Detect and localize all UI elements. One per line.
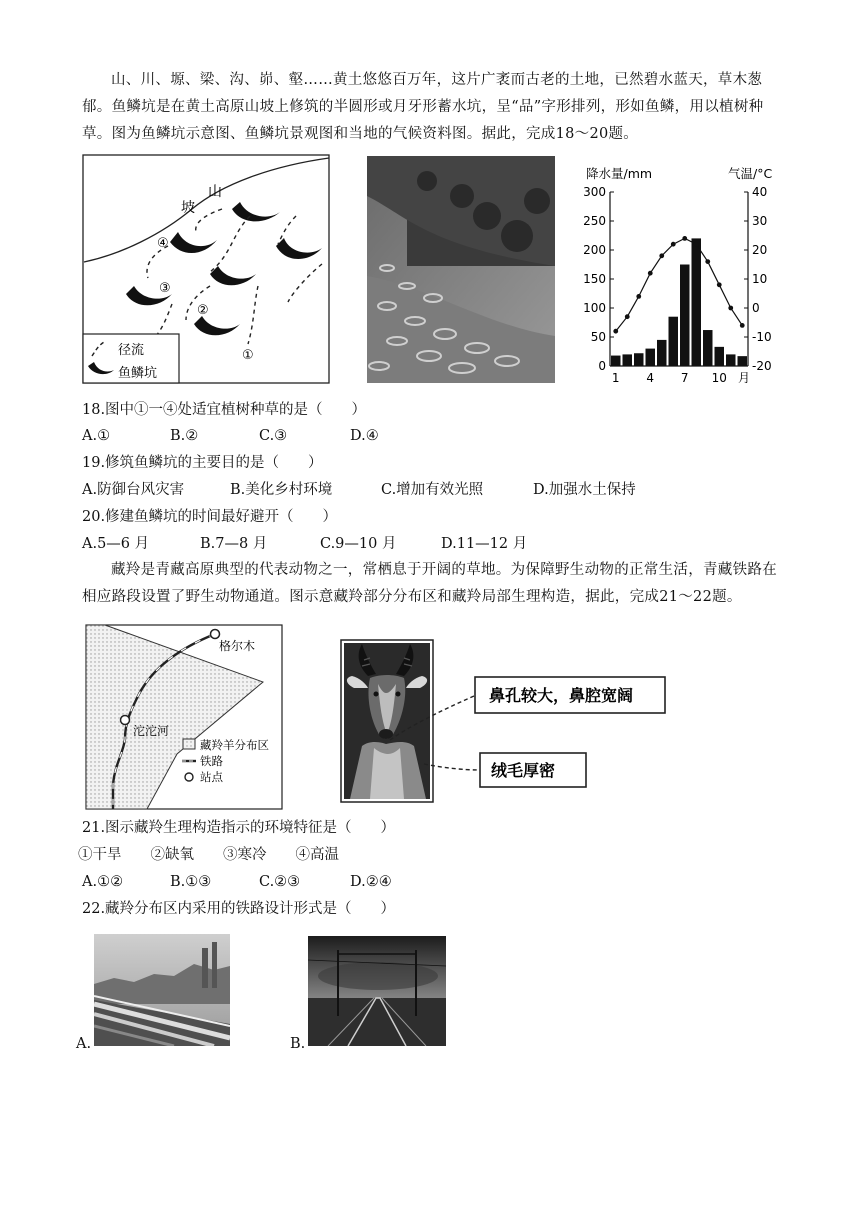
- precip-bar: [726, 354, 736, 366]
- temperature-point: [705, 259, 710, 264]
- left-tick-label: 0: [598, 359, 606, 373]
- label-po: 坡: [181, 200, 195, 216]
- marker-1: ①: [242, 348, 254, 363]
- left-tick-label: 100: [583, 301, 606, 315]
- temperature-point: [728, 306, 733, 311]
- q21-option-a[interactable]: A.①②: [82, 874, 124, 890]
- fish-scale-pit-landscape-photo: [367, 156, 555, 383]
- station-golmud-label: 格尔木: [219, 639, 256, 653]
- q20-option-c[interactable]: C.9—10 月: [320, 536, 397, 552]
- precip-bar: [634, 353, 644, 366]
- temperature-point: [671, 242, 676, 247]
- temperature-point: [625, 314, 630, 319]
- q18-option-c[interactable]: C.③: [259, 428, 288, 444]
- q20-option-b[interactable]: B.7—8 月: [200, 536, 268, 552]
- antelope-figure: [340, 636, 670, 804]
- legend-rail: 铁路: [200, 754, 223, 768]
- question-22: 22.藏羚分布区内采用的铁路设计形式是（ ）: [82, 901, 396, 917]
- question-18: 18.图中①一④处适宜植树种草的是（ ）: [82, 402, 367, 418]
- right-tick-label: 20: [752, 243, 768, 257]
- legend-area: 藏羚羊分布区: [200, 738, 269, 752]
- precip-bar: [669, 317, 679, 366]
- station-golmud: [211, 630, 220, 639]
- right-tick-label: -10: [752, 330, 772, 344]
- right-tick-label: 30: [752, 214, 768, 228]
- marker-4: ④: [157, 236, 169, 251]
- q20-option-d[interactable]: D.11—12 月: [441, 536, 528, 552]
- marker-3: ③: [159, 281, 171, 296]
- intro-paragraph-1: 山、川、塬、梁、沟、峁、壑……黄土悠悠百万年，这片广袤而古老的土地，已然碧水蓝天，草木葱郁。鱼鳞坑是在黄土高原山坡上修筑的半圆形或月牙形蓄水坑，呈“品”字形排列，形如鱼鳞，用以植树种草。图为鱼鳞坑示意图、鱼鳞坑景观图和当地的气候资料图。据此，完成18～20题。: [82, 72, 764, 142]
- question-21: 21.图示藏羚生理构造指示的环境特征是（ ）: [82, 820, 396, 836]
- q22-option-a-label[interactable]: A.: [76, 1036, 92, 1052]
- precip-bar: [623, 354, 633, 366]
- precip-bar: [611, 356, 621, 366]
- x-tick-label: 7: [680, 371, 689, 385]
- left-tick-label: 150: [583, 272, 606, 286]
- x-tick-label: 10: [711, 371, 727, 385]
- temperature-line: [616, 238, 743, 331]
- left-axis-title: 降水量/mm: [586, 166, 653, 181]
- q22-option-b-label[interactable]: B.: [290, 1036, 306, 1052]
- q19-option-a[interactable]: A.防御台风灾害: [82, 482, 185, 498]
- callout-fur: 绒毛厚密: [491, 761, 556, 780]
- right-tick-label: -20: [752, 359, 772, 373]
- left-tick-label: 300: [583, 185, 606, 199]
- q19-option-b[interactable]: B.美化乡村环境: [230, 482, 333, 498]
- precip-bar: [703, 330, 713, 366]
- q22-option-b-photo[interactable]: [308, 936, 446, 1046]
- q18-option-a[interactable]: A.①: [82, 428, 111, 444]
- label-shan: 山: [208, 184, 222, 200]
- q19-option-d[interactable]: D.加强水土保持: [533, 482, 636, 498]
- q18-option-d[interactable]: D.④: [350, 428, 379, 444]
- station-tuotuohe-label: 沱沱河: [133, 724, 170, 738]
- temperature-point: [694, 242, 699, 247]
- station-tuotuohe: [121, 716, 130, 725]
- legend-station: 站点: [200, 770, 223, 784]
- question-20: 20.修建鱼鳞坑的时间最好避开（ ）: [82, 509, 338, 525]
- right-tick-label: 40: [752, 185, 768, 199]
- q21-items: ①干旱 ②缺氧 ③寒冷 ④高温: [78, 847, 339, 863]
- temperature-point: [717, 282, 722, 287]
- q18-option-b[interactable]: B.②: [170, 428, 199, 444]
- temperature-point: [648, 271, 653, 276]
- x-tick-label: 1: [611, 371, 620, 385]
- temperature-point: [740, 323, 745, 328]
- left-tick-label: 50: [590, 330, 606, 344]
- marker-2: ②: [197, 303, 209, 318]
- q22-option-a-photo[interactable]: [94, 934, 230, 1046]
- question-19: 19.修筑鱼鳞坑的主要目的是（ ）: [82, 455, 323, 471]
- precip-bar: [738, 356, 748, 366]
- intro-paragraph-2: 藏羚是青藏高原典型的代表动物之一，常栖息于开阔的草地。为保障野生动物的正常生活，青藏铁路在相应路段设置了野生动物通道。图示意藏羚部分分布区和藏羚局部生理构造，据此，完成21～22题。: [82, 562, 777, 605]
- temperature-point: [659, 253, 664, 258]
- q21-option-b[interactable]: B.①③: [170, 874, 212, 890]
- left-tick-label: 250: [583, 214, 606, 228]
- q21-option-c[interactable]: C.②③: [259, 874, 301, 890]
- precip-bar: [646, 349, 656, 366]
- precip-bar: [657, 340, 667, 366]
- climate-chart: [580, 160, 780, 388]
- legend-runoff: 径流: [118, 343, 145, 358]
- precip-bar: [680, 265, 690, 367]
- month-unit: 月: [738, 371, 751, 385]
- temperature-point: [636, 294, 641, 299]
- left-tick-label: 200: [583, 243, 606, 257]
- right-tick-label: 10: [752, 272, 768, 286]
- q20-option-a[interactable]: A.5—6 月: [82, 536, 150, 552]
- antelope-distribution-map: [85, 624, 283, 810]
- callout-nostril: 鼻孔较大，鼻腔宽阔: [489, 686, 634, 705]
- precip-bar: [715, 347, 725, 366]
- q19-option-c[interactable]: C.增加有效光照: [381, 482, 484, 498]
- temperature-point: [682, 236, 687, 241]
- right-tick-label: 0: [752, 301, 760, 315]
- legend-pit: 鱼鳞坑: [118, 366, 158, 381]
- fish-scale-pit-diagram: [82, 154, 332, 384]
- temperature-point: [613, 329, 618, 334]
- precip-bar: [692, 238, 702, 366]
- q21-option-d[interactable]: D.②④: [350, 874, 392, 890]
- right-axis-title: 气温/°C: [728, 166, 773, 181]
- x-tick-label: 4: [646, 371, 655, 385]
